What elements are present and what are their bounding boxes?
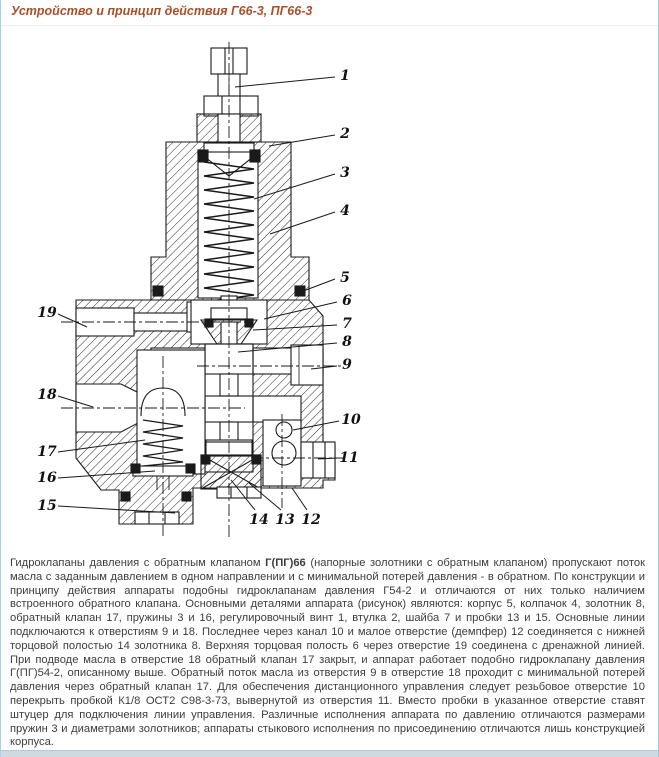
valve-drawing xyxy=(37,42,361,540)
bottom-edge-strip xyxy=(1,750,658,757)
callout-number-5: 5 xyxy=(340,270,350,286)
callout-number-6: 6 xyxy=(342,293,352,309)
callout-number-11: 11 xyxy=(339,450,359,466)
callout-number-4: 4 xyxy=(340,203,350,219)
callout-number-14: 14 xyxy=(249,512,269,528)
callout-number-10: 10 xyxy=(341,412,361,428)
callout-number-8: 8 xyxy=(342,334,352,350)
article-text xyxy=(5,556,653,750)
callout-number-7: 7 xyxy=(342,316,352,332)
callout-number-13: 13 xyxy=(275,512,295,528)
callout-leader-12 xyxy=(292,488,307,510)
callout-number-9: 9 xyxy=(342,357,352,373)
model-designation: Г(ПГ)66 xyxy=(265,557,306,569)
right-bores xyxy=(263,420,335,486)
valve-cross-section-figure xyxy=(1,0,659,556)
callout-number-17: 17 xyxy=(37,444,57,460)
callout-number-16: 16 xyxy=(37,470,57,486)
page-title: Устройство и принцип действия Г66-3, ПГ66-3 xyxy=(11,4,313,18)
callout-number-19: 19 xyxy=(37,305,57,321)
bottom-plug xyxy=(201,455,261,498)
callout-leader-1 xyxy=(235,77,335,87)
callout-number-1: 1 xyxy=(340,68,350,84)
adjusting-screw xyxy=(204,48,258,116)
callout-number-18: 18 xyxy=(37,387,57,403)
callout-number-12: 12 xyxy=(301,512,321,528)
paragraph-body: (напорные золотники с обратным клапаном) пропускают поток масла с заданным давлением в одном направлении и с минимальной потерей давления - в обратном. По конструкции и принципу действия аппараты подобны гидроклапанам давления Г54-2 и отличаются от них только наличием встроенного обратного клапана. Основными деталями аппарата (рисунок) являются: корпус 5, колпачок 4, золотник 8, обратный клапан 17, пружины 3 и 16, регулировочный винт 1, втулка 2, шайба 7 и пробки 13 и 15. Основные линии подключаются к отверстиям 9 и 18. Последнее через канал 10 и малое отверстие (демпфер) 12 соединяется с нижней торцовой полостью 14 золотника 8. Верхняя торцовая полость 6 через отверстие 19 соединена с дренажной линией. При подводе масла в отверстие 18 обратный клапан 17 закрыт, и аппарат работает подобно гидроклапану давления Г(ПГ)54-2, описанному выше. Обратный поток масла из отверстия 9 в отверстие 18 проходит с минимальной потерей давления через обратный клапан 17. Для обеспечения дистанционного управления следует резьбовое отверстие 10 перекрыть пробкой К1/8 ОСТ2 С98-3-73, вывернутой из отверстия 11. Вместо пробки в указанное отверстие ставят штуцер для подключения линии управления. Различные исполнения аппарата по давлению отличаются размерами пружин 3 и диаметрами золотников; аппараты стыкового исполнения по присоединению отличаются лишь конструкцией корпуса. xyxy=(10,557,645,749)
paragraph-lead: Гидроклапаны давления с обратным клапаном xyxy=(10,557,266,569)
callout-number-2: 2 xyxy=(340,126,350,142)
callout-number-3: 3 xyxy=(340,165,350,181)
callout-leader-2 xyxy=(269,135,335,146)
callout-number-15: 15 xyxy=(37,498,57,514)
